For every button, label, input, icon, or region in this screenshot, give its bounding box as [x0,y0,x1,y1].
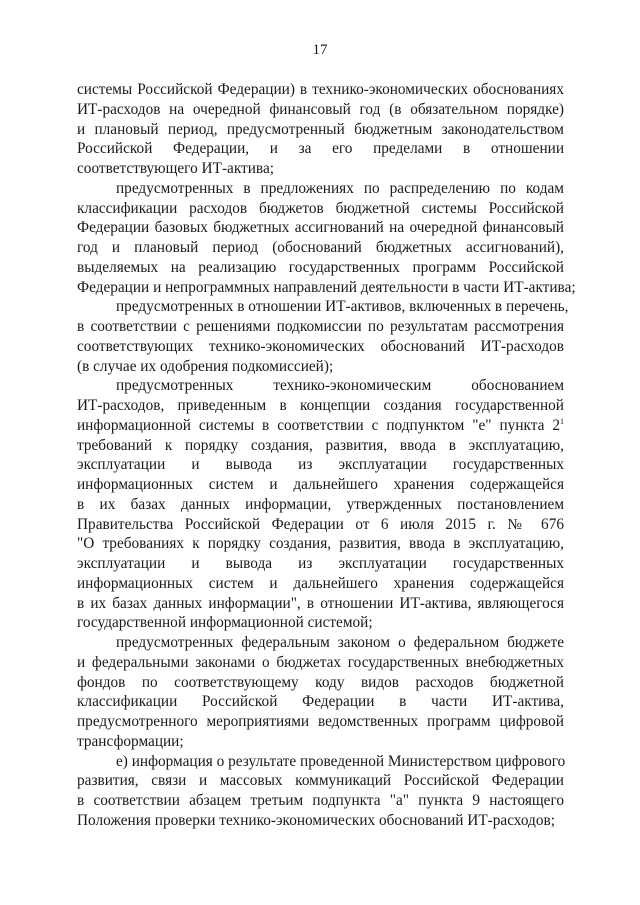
text-line: классификации Российской Федерации в части ИТ-актива, [77,693,564,711]
text-line: Российской Федерации, и за его пределами в отношении [77,140,564,158]
paragraph [77,297,569,376]
text-line: в соответствии абзацем третьим подпункта "а" пункта 9 настоящего [77,792,564,809]
paragraph [77,376,564,633]
text-line: Федерации и непрограммных направлений деятельности в части ИТ-актива; [77,278,576,296]
text-line: предусмотренного мероприятиями ведомственных программ цифровой [77,713,564,730]
text-line: соответствующего ИТ-актива; [77,160,274,177]
paragraph [77,633,564,752]
text-line: эксплуатации и вывода из эксплуатации государственных [77,456,564,474]
text-line: и федеральными законами о бюджетах государственных внебюджетных [77,653,564,671]
document-body [77,80,576,831]
text-line: год и плановый период (обоснований бюджетных ассигнований), [77,239,564,256]
paragraph [77,752,564,831]
paragraph [77,80,564,179]
text-line: эксплуатации и вывода из эксплуатации государственных [77,555,564,572]
text-line: и плановый период, предусмотренный бюджетным законодательством [77,120,564,138]
text-line: классификации расходов бюджетов бюджетной системы Российской [77,199,564,217]
text-line-with-sup [77,416,564,436]
text-line: ИТ-расходов на очередной финансовый год (в обязательном порядке) [77,100,564,118]
text-line: предусмотренных федеральным законом о федеральном бюджете [116,634,564,651]
text-line: государственной информационной системой; [77,614,373,632]
text-line: в их базах данных информации", в отношении ИТ-актива, являющегося [77,594,564,612]
text-line: информационных систем и дальнейшего хранения содержащейся [77,476,564,493]
text-line: ИТ-расходов, приведенным в концепции создания государственной [77,397,564,414]
text-line: соответствующих технико-экономических обоснований ИТ-расходов [77,337,564,355]
text-line: "О требованиях к порядку создания, развития, ввода в эксплуатацию, [77,535,564,553]
text-line: требований к порядку создания, развития, ввода в эксплуатацию, [77,436,564,454]
text-line: развития, связи и массовых коммуникаций Российской Федерации [77,772,564,790]
text-line: Федерации базовых бюджетных ассигнований на очередной финансовый [77,219,564,237]
text-line: в их базах данных информации, утвержденных постановлением [77,495,564,513]
text-line: системы Российской Федерации) в технико-экономических обоснованиях [77,81,564,98]
text-line: фондов по соответствующему коду видов расходов бюджетной [77,673,564,691]
text-line: информационных систем и дальнейшего хранения содержащейся [77,574,564,592]
text-line-content: информационной системы в соответствии с подпунктом "е" пункта 2 [77,416,560,434]
text-line: предусмотренных в отношении ИТ-активов, включенных в перечень, [116,298,569,316]
text-line: Правительства Российской Федерации от 6 июля 2015 г. № 676 [77,515,564,533]
text-line: выделяемых на реализацию государственных программ Российской [77,258,564,276]
text-line: Положения проверки технико-экономических обоснований ИТ-расходов; [77,811,555,829]
paragraph [77,179,576,298]
text-line: е) информация о результате проведенной Министерством цифрового [116,752,566,770]
superscript: 1 [560,416,564,426]
page-number: 17 [312,42,328,58]
text-line: (в случае их одобрения подкомиссией); [77,357,334,375]
text-line: предусмотренных в предложениях по распределению по кодам [116,179,564,197]
text-line: трансформации; [77,732,184,750]
text-line: предусмотренных технико-экономическим обоснованием [116,377,564,395]
text-line: в соответствии с решениями подкомиссии по результатам рассмотрения [77,318,564,335]
